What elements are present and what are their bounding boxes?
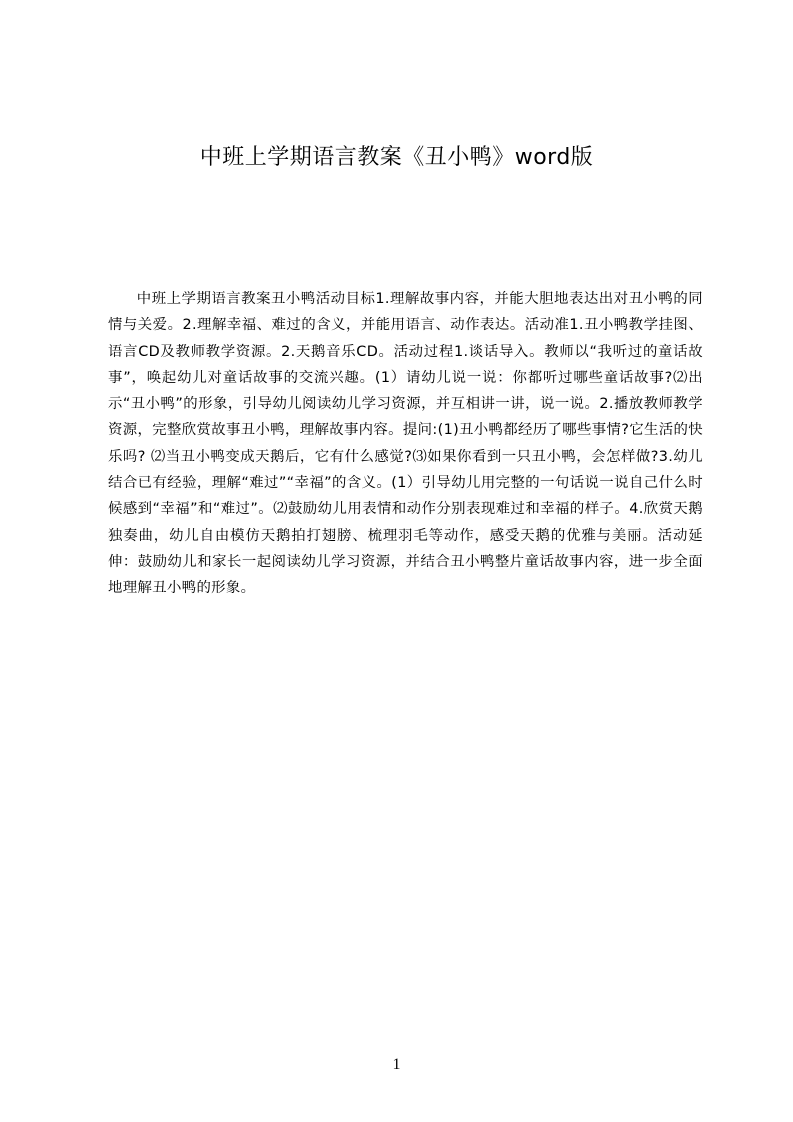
page-number: 1 (392, 1056, 401, 1073)
document-body-paragraph: 中班上学期语言教案丑小鸭活动目标1.理解故事内容，并能大胆地表达出对丑小鸭的同情与关爱。2.理解幸福、难过的含义，并能用语言、动作表达。活动准1.丑小鸭教学挂图、语言CD及教师教学资源。2.天鹅音乐CD。活动过程1.谈话导入。教师以“我听过的童话故事”，唤起幼儿对童话故事的交流兴趣。(1）请幼儿说一说：你都听过哪些童话故事?⑵出示“丑小鸭”的形象，引导幼儿阅读幼儿学习资源，并互相讲一讲，说一说。2.播放教师教学资源，完整欣赏故事丑小鸭，理解故事内容。提问:(1)丑小鸭都经历了哪些事情?它生活的快乐吗? ⑵当丑小鸭变成天鹅后，它有什么感觉?⑶如果你看到一只丑小鸭，会怎样做?3.幼儿结合已有经验，理解“难过”“幸福”的含义。(1）引导幼儿用完整的一句话说一说自己什么时候感到“幸福”和“难过”。⑵鼓励幼儿用表情和动作分别表现难过和幸福的样子。4.欣赏天鹅独奏曲，幼儿自由模仿天鹅拍打翅膀、梳理羽毛等动作，感受天鹅的优雅与美丽。活动延伸：鼓励幼儿和家长一起阅读幼儿学习资源，并结合丑小鸭整片童话故事内容，进一步全面地理解丑小鸭的形象。 (108, 291, 703, 597)
document-title: 中班上学期语言教案《丑小鸭》word版 (199, 145, 594, 170)
